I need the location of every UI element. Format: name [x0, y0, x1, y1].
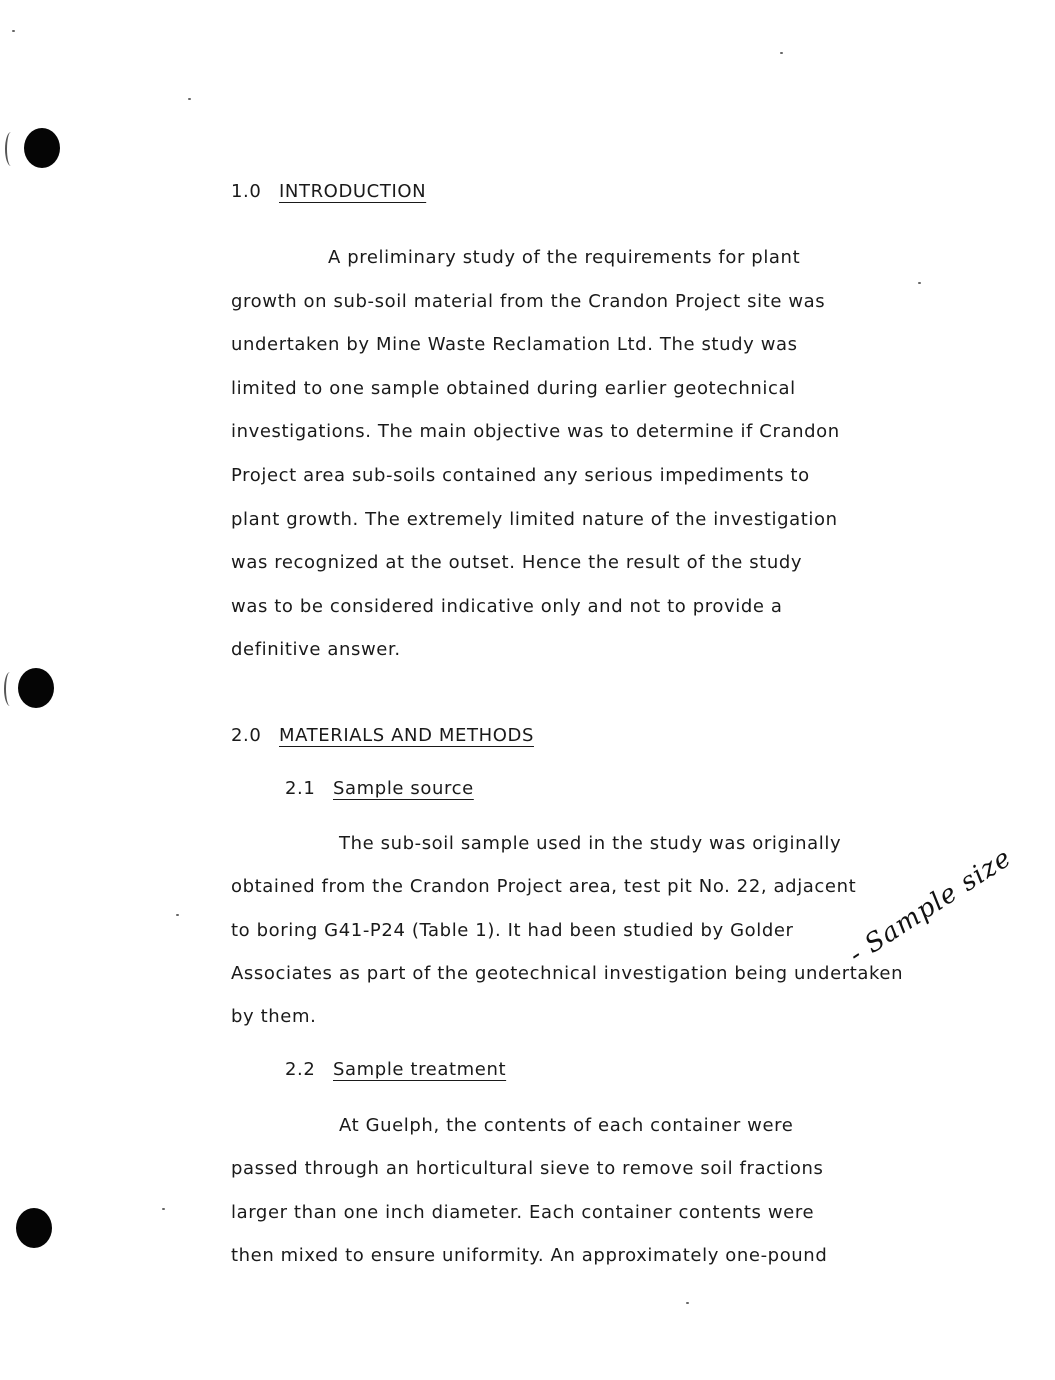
sample-treatment-paragraph — [231, 1104, 891, 1277]
section-title: MATERIALS AND METHODS — [279, 725, 534, 746]
subsection-heading-sample-treatment — [285, 1059, 506, 1080]
scan-speck — [686, 1302, 689, 1304]
punch-hole-mark-middle — [4, 672, 16, 706]
section-title: INTRODUCTION — [279, 181, 427, 202]
sample-source-paragraph — [231, 822, 904, 1038]
subsection-title: Sample source — [333, 778, 474, 799]
text-line: limited to one sample obtained during earlier geotechnical — [231, 377, 796, 399]
section-number: 2.0 — [231, 725, 262, 746]
text-line: then mixed to ensure uniformity. An approximately one-pound — [231, 1244, 828, 1266]
text-line: undertaken by Mine Waste Reclamation Ltd. The study was — [231, 334, 798, 356]
scan-speck — [918, 282, 921, 284]
text-line: was recognized at the outset. Hence the result of the study — [231, 552, 803, 574]
scan-speck — [188, 98, 191, 100]
punch-hole-bottom — [16, 1208, 52, 1248]
section-heading-materials-methods — [231, 725, 534, 746]
punch-hole-middle — [18, 668, 54, 708]
handwritten-annotation: - Sample size — [843, 842, 1018, 970]
text-line: At Guelph, the contents of each container were — [339, 1115, 794, 1136]
scan-speck — [12, 30, 15, 32]
section-number: 1.0 — [231, 181, 262, 202]
text-line: investigations. The main objective was to determine if Crandon — [231, 421, 840, 443]
text-line: passed through an horticultural sieve to remove soil fractions — [231, 1158, 824, 1180]
introduction-paragraph — [231, 236, 891, 672]
punch-hole-top — [24, 128, 60, 168]
scan-speck — [176, 914, 179, 916]
text-line: to boring G41-P24 (Table 1). It had been studied by Golder — [231, 919, 794, 941]
text-line: was to be considered indicative only and not to provide a — [231, 595, 783, 617]
text-line: larger than one inch diameter. Each container contents were — [231, 1201, 815, 1223]
text-line: Project area sub-soils contained any serious impediments to — [231, 464, 810, 486]
subsection-number: 2.2 — [285, 1059, 316, 1080]
text-line: growth on sub-soil material from the Crandon Project site was — [231, 290, 826, 312]
section-heading-introduction — [231, 181, 426, 202]
text-line: Associates as part of the geotechnical investigation being undertaken — [231, 962, 904, 984]
text-line: definitive answer. — [231, 639, 401, 661]
text-line: plant growth. The extremely limited nature of the investigation — [231, 508, 838, 530]
subsection-heading-sample-source — [285, 778, 474, 799]
text-line: The sub-soil sample used in the study was originally — [339, 833, 842, 854]
subsection-title: Sample treatment — [333, 1059, 507, 1080]
punch-hole-mark-top — [5, 132, 17, 166]
scan-speck — [162, 1208, 165, 1210]
text-line: obtained from the Crandon Project area, test pit No. 22, adjacent — [231, 876, 857, 898]
text-line: by them. — [231, 1006, 317, 1028]
subsection-number: 2.1 — [285, 778, 316, 799]
scan-speck — [780, 52, 783, 54]
text-line: A preliminary study of the requirements for plant — [328, 247, 801, 268]
